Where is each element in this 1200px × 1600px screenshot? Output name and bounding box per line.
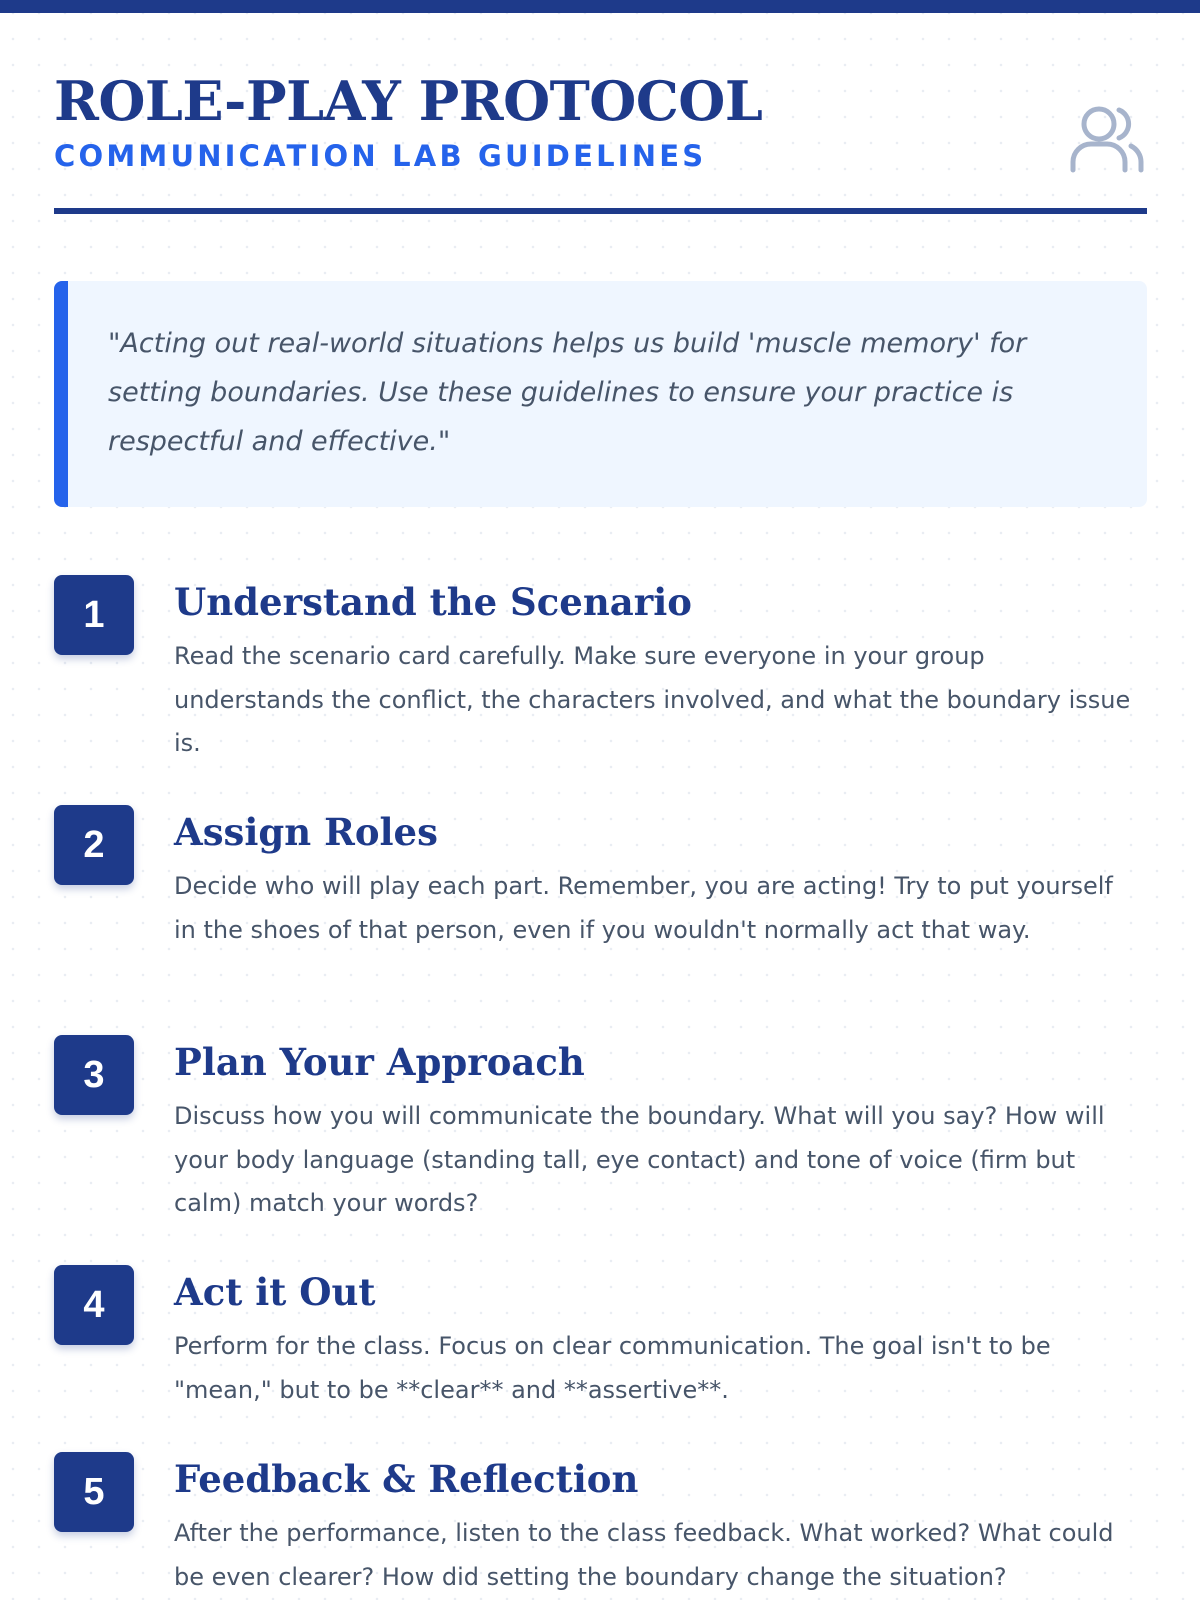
intro-quote: "Acting out real-world situations helps us build 'muscle memory' for setting boundaries. Use these guidelines to ensure your practice is respectful and effective." bbox=[108, 328, 1027, 457]
step-description: Perform for the class. Focus on clear communication. The goal isn't to be "mean," but to be **clear** and **assertive**. bbox=[174, 1332, 1051, 1404]
step-number-badge: 3 bbox=[54, 1035, 134, 1115]
intro-quote-box bbox=[54, 281, 1147, 507]
step-title: Understand the Scenario bbox=[174, 580, 692, 624]
step-description: Discuss how you will communicate the boundary. What will you say? How will your body language (standing tall, eye contact) and tone of voice (firm but calm) match your words? bbox=[174, 1102, 1105, 1217]
step-number-badge: 5 bbox=[54, 1452, 134, 1532]
step-number-badge: 1 bbox=[54, 575, 134, 655]
page-title: ROLE-PLAY PROTOCOL bbox=[54, 69, 763, 133]
step-number-badge: 4 bbox=[54, 1265, 134, 1345]
users-icon bbox=[1069, 104, 1145, 174]
step-title: Plan Your Approach bbox=[174, 1040, 585, 1084]
step-description: After the performance, listen to the class feedback. What worked? What could be even clearer? How did setting the boundary change the situation? bbox=[174, 1519, 1114, 1591]
step-title: Assign Roles bbox=[174, 810, 438, 854]
step-title: Act it Out bbox=[174, 1270, 376, 1314]
step-description: Decide who will play each part. Remember, you are acting! Try to put yourself in the shoes of that person, even if you wouldn't normally act that way. bbox=[174, 872, 1113, 944]
step-number-badge: 2 bbox=[54, 805, 134, 885]
page-subtitle: COMMUNICATION LAB GUIDELINES bbox=[54, 139, 707, 173]
top-accent-bar bbox=[0, 0, 1200, 13]
step-title: Feedback & Reflection bbox=[174, 1457, 639, 1501]
page-header bbox=[54, 70, 1147, 214]
step-description: Read the scenario card carefully. Make sure everyone in your group understands the conflict, the characters involved, and what the boundary issue is. bbox=[174, 642, 1131, 757]
